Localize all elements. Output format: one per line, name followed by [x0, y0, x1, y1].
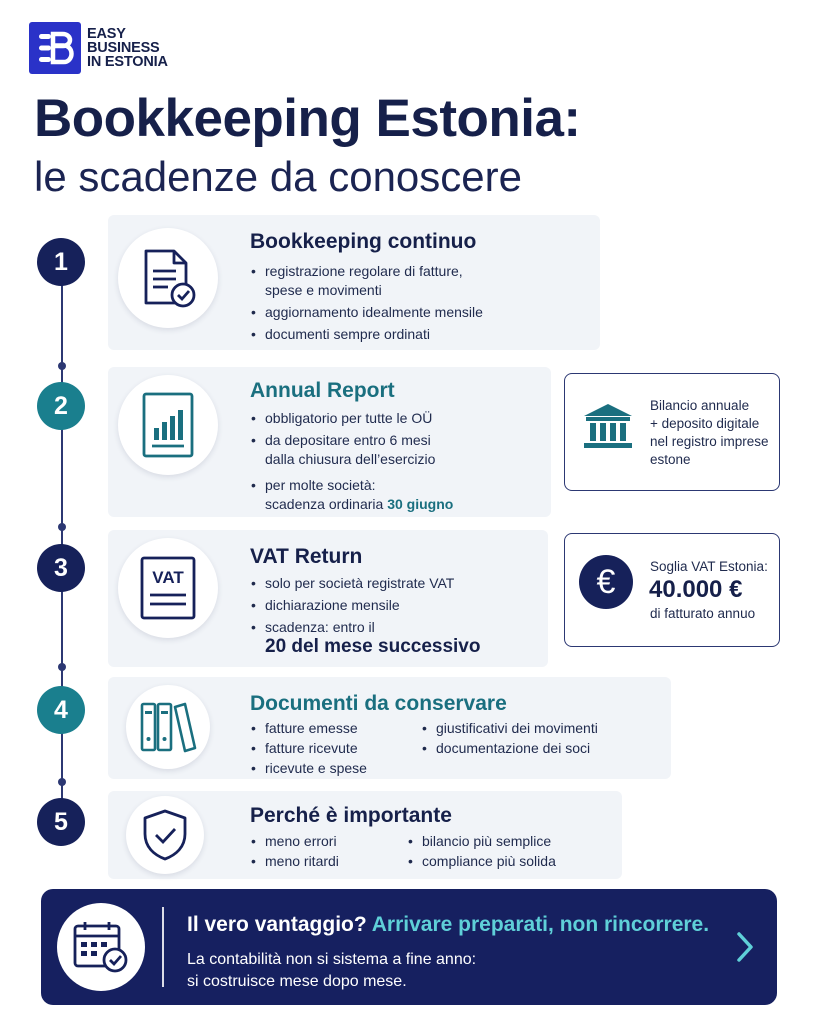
step-number-2: 2 [37, 382, 85, 430]
step-number-4: 4 [37, 686, 85, 734]
list-item: • per molte società: scadenza ordinaria 30 giugno [251, 476, 453, 514]
section-title-2: Annual Report [250, 379, 395, 402]
list-item: • fatture emesse [251, 720, 367, 737]
list-item: • da depositare entro 6 mesi dalla chiusura dell’esercizio [251, 431, 453, 469]
banner-answer: Arrivare preparati, non rincorrere. [371, 913, 710, 936]
banner-question: Il vero vantaggio? [187, 913, 367, 936]
brand-logo [29, 22, 168, 74]
bullet-list-2 [251, 409, 453, 517]
bullet-list-4-col1 [251, 720, 367, 780]
cta-banner [41, 889, 777, 1005]
svg-text:VAT: VAT [152, 568, 184, 587]
timeline-line [61, 262, 63, 822]
timeline-dot [58, 778, 66, 786]
vat-document-icon [118, 538, 218, 638]
calendar-check-icon [57, 903, 145, 991]
banner-text [187, 949, 476, 993]
annual-report-note: Bilancio annuale + deposito digitale nel registro imprese estone [650, 398, 769, 467]
binders-icon [126, 685, 210, 769]
vat-threshold-label: Soglia VAT Estonia: [650, 559, 768, 574]
banner-heading [187, 913, 709, 937]
banner-divider [162, 907, 164, 987]
brand-name [87, 27, 168, 69]
timeline-dot [58, 362, 66, 370]
section-title-5: Perché è importante [250, 804, 452, 827]
document-check-icon [118, 228, 218, 328]
eb-logo-icon [29, 22, 81, 74]
list-item: • fatture ricevute [251, 740, 367, 757]
list-item: • obbligatorio per tutte le OÜ [251, 409, 453, 428]
brand-line-3: IN ESTONIA [87, 54, 168, 70]
list-item: • compliance più solida [408, 853, 556, 870]
page-subtitle: le scadenze da conoscere [34, 153, 522, 200]
list-item: • bilancio più semplice [408, 833, 556, 850]
list-item: • giustificativi dei movimenti [422, 720, 598, 737]
list-item: • ricevute e spese [251, 760, 367, 777]
bullet-list-3 [251, 574, 480, 660]
chevron-right-icon[interactable] [735, 931, 755, 968]
page-title: Bookkeeping Estonia: [34, 89, 581, 148]
timeline-dot [58, 663, 66, 671]
list-item: • documentazione dei soci [422, 740, 598, 757]
shield-check-icon [126, 796, 204, 874]
euro-icon: € [579, 555, 633, 609]
vat-threshold-box [564, 533, 780, 647]
brand-line-1: EASY [87, 26, 126, 42]
section-title-3: VAT Return [250, 545, 363, 568]
step-number-3: 3 [37, 544, 85, 592]
bullet-list-5-col1 [251, 833, 339, 873]
list-item: • aggiornamento idealmente mensile [251, 303, 483, 322]
vat-threshold-note: di fatturato annuo [650, 606, 756, 621]
list-item: • solo per società registrate VAT [251, 574, 480, 593]
banner-line-1: La contabilità non si sistema a fine anno: [187, 951, 477, 968]
annual-report-note-box [564, 373, 780, 491]
timeline-dot [58, 523, 66, 531]
list-item: • dichiarazione mensile [251, 596, 480, 615]
bank-building-icon [582, 402, 634, 455]
bullet-list-1 [251, 262, 483, 347]
report-chart-icon [118, 375, 218, 475]
bullet-list-4-col2 [422, 720, 598, 760]
list-item: • registrazione regolare di fatture, spese e movimenti [251, 262, 483, 300]
list-item: • meno errori [251, 833, 339, 850]
bullet-list-5-col2 [408, 833, 556, 873]
list-item: • documenti sempre ordinati [251, 325, 483, 344]
banner-line-2: si costruisce mese dopo mese. [187, 973, 407, 990]
vat-threshold-amount: 40.000 € [649, 576, 743, 603]
step-number-1: 1 [37, 238, 85, 286]
list-item: • scadenza: entro il 20 del mese successivo [251, 618, 480, 657]
list-item: • meno ritardi [251, 853, 339, 870]
brand-line-2: BUSINESS [87, 40, 160, 56]
section-title-1: Bookkeeping continuo [250, 230, 477, 253]
step-number-5: 5 [37, 798, 85, 846]
section-title-4: Documenti da conservare [250, 692, 507, 715]
